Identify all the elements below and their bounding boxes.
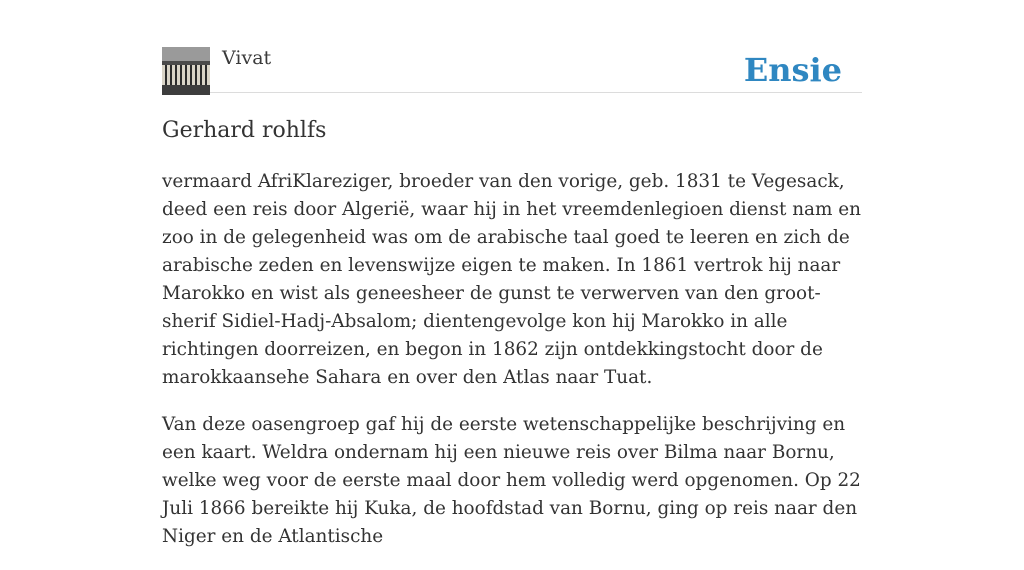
- book-spines-icon: [162, 47, 210, 95]
- article-paragraph: vermaard AfriKlareziger, broeder van den vorige, geb. 1831 te Vegesack, deed een reis door Algerië, waar hij in het vreemdenlegioen dienst nam en zoo in de gelegenheid was om de arabische taal goed te leeren en zich de arabische zeden en levenswijze eigen te maken. In 1861 vertrok hij naar Marokko en wist als geneesheer de gunst te verwerven van den groot-sherif Sidiel-Hadj-Absalom; dientengevolge kon hij Marokko in alle richtingen doorreizen, en begon in 1862 zijn ontdekkingstocht door de marokkaansehe Sahara en over den Atlas naar Tuat.: [162, 171, 862, 388]
- article-title: Gerhard rohlfs: [162, 118, 327, 143]
- ensie-logo[interactable]: Ensie: [743, 51, 842, 89]
- article-body: [162, 168, 868, 570]
- article-paragraph: Van deze oasengroep gaf hij de eerste wetenschappelijke beschrijving en een kaart. Weldra ondernam hij een nieuwe reis over Bilma naar Bornu, welke weg voor de eerste maal door hem volledig werd opgenomen. Op 22 Juli 1866 bereikte hij Kuka, de hoofdstad van Bornu, ging op reis naar den Niger en de Atlantische: [162, 414, 861, 547]
- source-name[interactable]: Vivat: [222, 47, 272, 69]
- source-avatar[interactable]: [162, 47, 210, 95]
- site-header: [162, 46, 862, 93]
